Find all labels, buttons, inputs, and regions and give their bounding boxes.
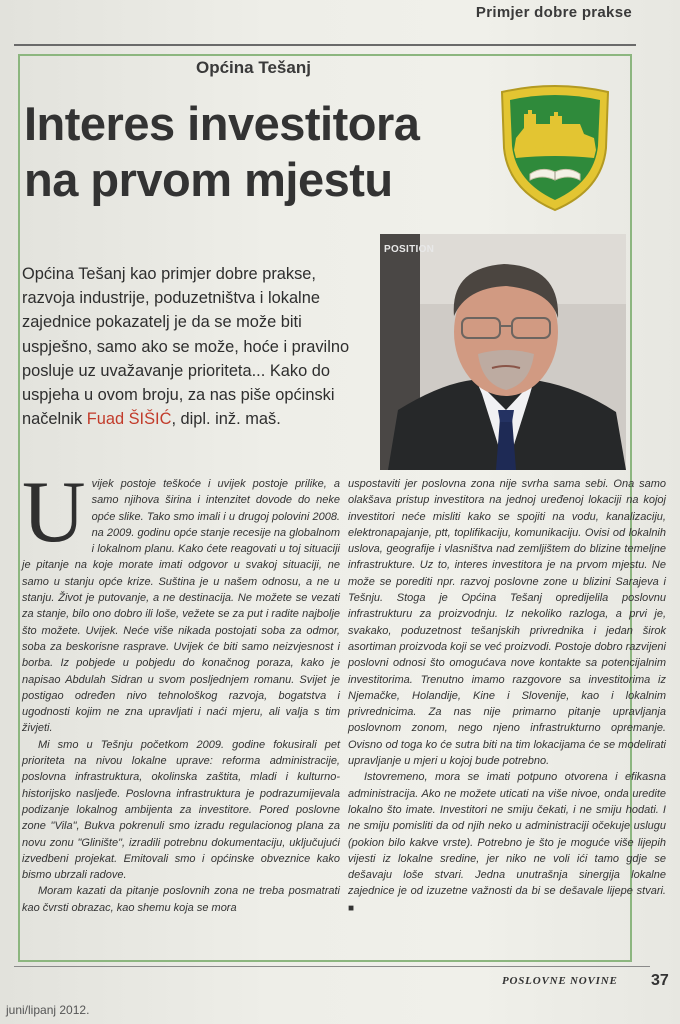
body-paragraph: uspostaviti jer poslovna zona nije svrha sama sebi. Ona samo olakšava pristup investitora na jednoj uređenoj lokaciji na kojoj investitori neće misliti kako se spojiti na vodu, kanalizaciju, elektronapajanje, ptt, toplifikaciju, komunikaciju. Ovisi od lokalnih uslova, geografije i vlasništva nad zemljištem do blizine temeljne infrastrukture. Uz to, interes investitora je na prvom mjestu. Ne može se porediti npr. razvoj poslovne zone u blizini Sarajeva i Tešnju. Stoga je Općina Tešanj opredijelila poslovnu infrastrukturu za proizvodnju. Iz nekoliko razloga, a prvi je, svakako, poduzetnost tešanjskih privrednika i jedan širok asortiman proizvoda koji se već proizvodi. Postoje dobro razvijeni poslovni odnosi što omogućava nove kontakte sa potencijalnim investitorima. Trenutno imamo razgovore sa investitorima iz Njemačke, Holandije, Kine i Slovenije, kao i lokalnim privrednicima. Za nas nije primarno pitanje upravljanja poslovnom zonom, nego njeno infrastrukturno opremanje. Ovisno od toga ko će sutra biti na tim lokacijama će se modelirati upravljanje u mjeri u kojoj bude potrebno. bbox=[348, 478, 666, 768]
drop-cap: U bbox=[22, 464, 86, 561]
municipality-label: Općina Tešanj bbox=[196, 58, 311, 77]
end-square-icon: ■ bbox=[348, 902, 355, 914]
author-title: , dipl. inž. maš. bbox=[171, 410, 281, 429]
header-rule bbox=[14, 44, 636, 46]
body-paragraph bbox=[348, 769, 666, 917]
body-paragraph bbox=[22, 464, 340, 737]
body-column-left bbox=[22, 464, 340, 916]
mayor-photo bbox=[380, 234, 626, 470]
photo-caption: POSITION bbox=[384, 244, 435, 255]
article-title: Interes investitora na prvom mjestu bbox=[24, 97, 420, 206]
body-paragraph: Moram kazati da pitanje poslovnih zona ne treba posmatrati kao čvrsti obrazac, kao shemu koja se mora bbox=[22, 885, 340, 914]
municipality-crest bbox=[494, 78, 616, 214]
publication-name: POSLOVNE NOVINE bbox=[502, 975, 618, 987]
paragraph-text: Istovremeno, mora se imati potpuno otvorena i efikasna administracija. Ako ne možete uticati na više nivoe, onda uredite lokalno što imate. Investitori ne smiju čekati, i ne smiju hodati. I ne smiju pomisliti da od njih neko u administraciji očekuje uslugu (pokion bilo kakve vrste). Potrebno je što je moguće više lijepih vijesti iz lokalne sredine, jer niko ne voli ići tamo gdje se dešavaju loše stvari. Jedna unutrašnja sinergija lokalne zajednice je od izuzetne važnosti da bi se dešavale lijepe stvari. bbox=[348, 771, 666, 898]
footer-rule bbox=[14, 966, 650, 967]
issue-date: juni/lipanj 2012. bbox=[6, 1003, 90, 1017]
paragraph-text: vijek postoje teškoće i uvijek postoje prilike, a samo njihova širina i intenzitet dovode do neke opće slike. Tako smo imali i u drugoj polovini 2008. na 2009. godinu opće stanje recesije na globalnom i lokalnom planu. Kako ćete reagovati u toj situaciji je pitanje na koje morate imati odgovor u svakoj situaciji, ne samo u stanju opće krize. Suština je u našem odnosu, a ne u stanju. Život je putovanje, a ne destinacija. Ne možete se vezati za stanje, bilo ono dobro ili loše, vežete se za put i radite najbolje što možete. Uvijek. Neće više nikada postojati soba za odmor, soba za beskorisne rasprave. Uvijek će biti samo neizvjesnost i borba. Iz pobjede u pobjedu do konačnog poraza, kako je napisao Abdulah Sidran u svom posljednjem romanu. Svijet je postigao određen nivo tehnološkog razvoja, bogatstva i ugodnosti kojim ne zna upravljati i naći mjeru, ali valja s tim živjeti. bbox=[22, 478, 340, 735]
page-number: 37 bbox=[651, 972, 669, 989]
section-header: Primjer dobre prakse bbox=[475, 4, 632, 21]
body-paragraph: Mi smo u Tešnju početkom 2009. godine fokusirali pet prioriteta na nivou lokalne uprave: reforma administracije, poslovna infrastruktura, okolinska zaštita, mladi i kulturno-historijsko nasljeđe. Poslovna infrastruktura je podrazumijevala podizanje lokalnog ambijenta za investitore. Pored poslovne zone "Vila", Bukva pokrenuli smo izradu regulacionog plana za novu zonu "Glinište", izradili potrebnu dokumentaciju, uključujući izvedbeni projekat. Emitovali smo i općinske obveznice kako bismo ubrzali radove. bbox=[22, 738, 340, 882]
body-column-right bbox=[348, 476, 666, 917]
article-intro bbox=[22, 262, 370, 431]
intro-text: Općina Tešanj kao primjer dobre prakse, razvoja industrije, poduzetništva i lokalne zajednice pokazatelj je da se može biti uspješno, samo ako se može, hoće i pravilno posluje uz uvažavanje prioriteta... Kako do uspjeha u ovom broju, za nas piše općinski načelnik bbox=[22, 265, 350, 429]
author-name: Fuad ŠIŠIĆ bbox=[86, 410, 172, 429]
